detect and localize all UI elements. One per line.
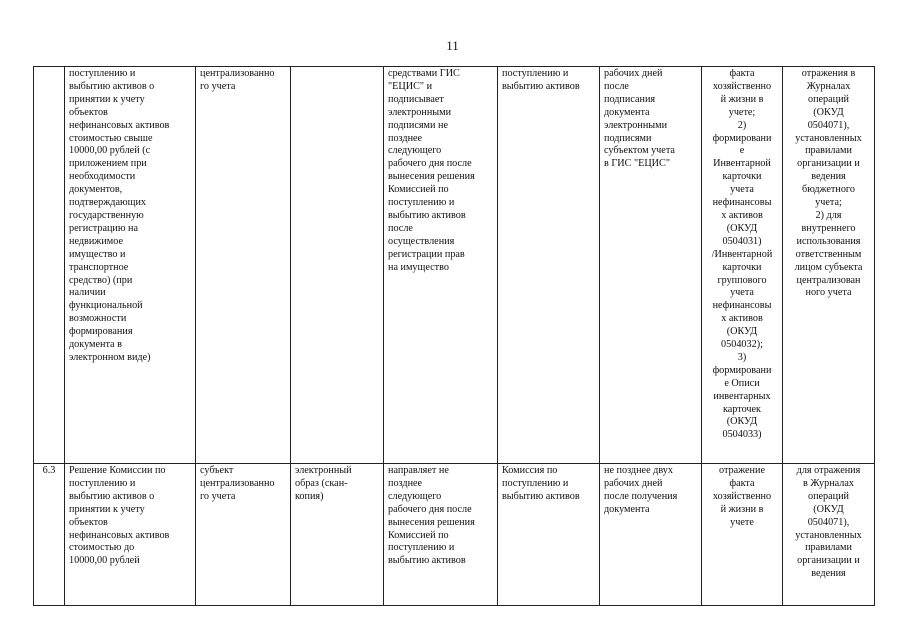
cell-creator: субъект централизованно го учета [196, 464, 291, 606]
cell-fact: факта хозяйственно й жизни в учете; 2) формировани е Инвентарной карточки учета нефинансовы х активов (ОКУД 0504031) /Инвентарной карточки группового учета нефинансовы х активов (ОКУД 0504032); 3) формировани е Описи инвентарных карточек (ОКУД 0504033) [702, 67, 783, 464]
page-number: 11 [446, 38, 459, 53]
table-row [34, 67, 875, 464]
cell-num: 6.3 [34, 464, 65, 606]
cell-responsible: поступлению и выбытию активов [498, 67, 600, 464]
cell-deadline: рабочих дней после подписания документа электронными подписями субъектом учета в ГИС "ЕЦИС" [600, 67, 702, 464]
cell-num [34, 67, 65, 464]
cell-action: средствами ГИС "ЕЦИС" и подписывает электронными подписями не позднее следующего рабочего дня после вынесения решения Комиссией по поступлению и выбытию активов после осуществления регистрации прав на имущество [384, 67, 498, 464]
table-row [34, 464, 875, 606]
cell-responsible: Комиссия по поступлению и выбытию активов [498, 464, 600, 606]
procedures-table [33, 66, 875, 606]
cell-form [291, 67, 384, 464]
cell-form: электронный образ (скан- копия) [291, 464, 384, 606]
cell-doc-name: Решение Комиссии по поступлению и выбытию активов о принятии к учету объектов нефинансовых активов стоимостью до 10000,00 рублей [65, 464, 196, 606]
cell-purpose: отражения в Журналах операций (ОКУД 0504071), установленных правилами организации и ведения бюджетного учета; 2) для внутреннего использования ответственным лицом субъекта централизован ного учета [783, 67, 875, 464]
cell-action: направляет не позднее следующего рабочего дня после вынесения решения Комиссией по поступлению и выбытию активов [384, 464, 498, 606]
cell-creator: централизованно го учета [196, 67, 291, 464]
cell-purpose: для отражения в Журналах операций (ОКУД 0504071), установленных правилами организации и ведения [783, 464, 875, 606]
cell-doc-name: поступлению и выбытию активов о принятии к учету объектов нефинансовых активов стоимостью свыше 10000,00 рублей (с приложением при необходимости документов, подтверждающих государственную регистрацию на недвижимое имущество и транспортное средство) (при наличии функциональной возможности формирования документа в электронном виде) [65, 67, 196, 464]
cell-deadline: не позднее двух рабочих дней после получения документа [600, 464, 702, 606]
cell-fact: отражение факта хозяйственно й жизни в учете [702, 464, 783, 606]
